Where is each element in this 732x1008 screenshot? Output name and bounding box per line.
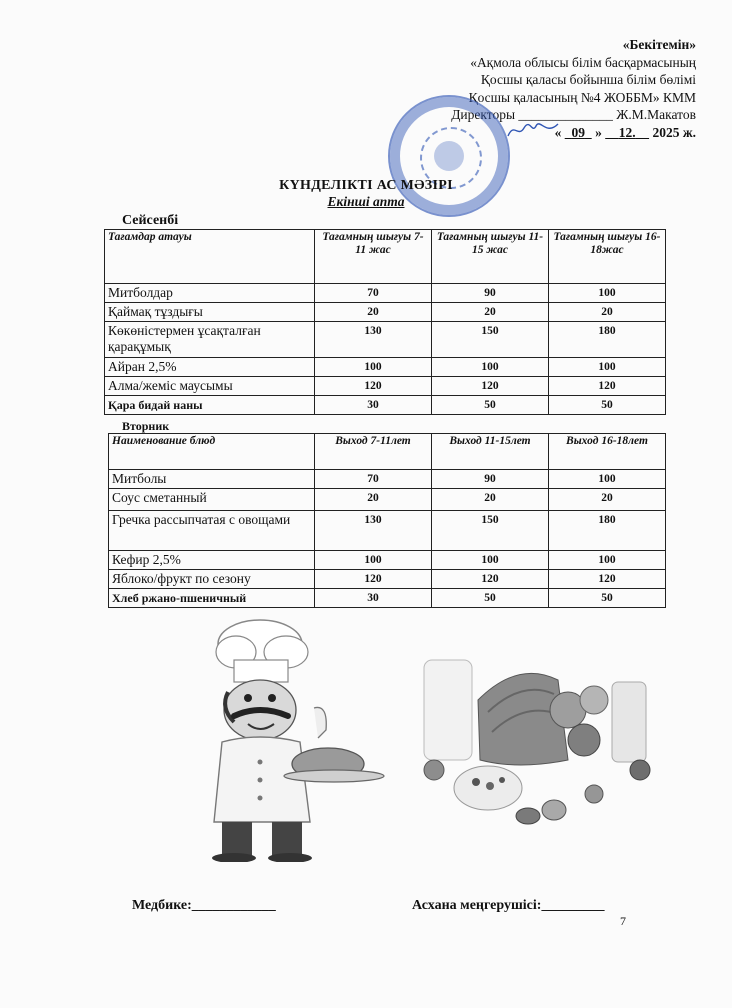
- yield-value: 90: [432, 470, 549, 489]
- table-row: [105, 284, 666, 303]
- table-row: [109, 470, 666, 489]
- yield-value: 90: [432, 284, 549, 303]
- date-day: 09: [571, 124, 585, 140]
- dish-name: Қара бидай наны: [105, 396, 315, 415]
- day-label-ru: Вторник: [122, 419, 170, 433]
- yield-value: 50: [432, 589, 549, 608]
- yield-value: 70: [315, 470, 432, 489]
- approval-org-line2: Қосшы қаласы бойынша білім бөлімі: [480, 72, 696, 87]
- yield-value: 20: [315, 303, 432, 322]
- yield-value: 130: [315, 322, 432, 358]
- table-header-row: [109, 434, 666, 470]
- table-row: [109, 589, 666, 608]
- yield-value: 20: [432, 489, 549, 511]
- table-row: [105, 303, 666, 322]
- yield-value: 100: [549, 551, 666, 570]
- dish-name: Көкөністермен ұсақталған қарақұмық: [105, 322, 315, 358]
- yield-value: 20: [549, 303, 666, 322]
- yield-value: 100: [549, 358, 666, 377]
- dish-name: Митболдар: [105, 284, 315, 303]
- table-row: [105, 377, 666, 396]
- dish-name: Қаймақ тұздығы: [105, 303, 315, 322]
- signature-space: ______________: [518, 107, 613, 122]
- yield-value: 120: [432, 570, 549, 589]
- date-close-quote: »: [595, 124, 602, 140]
- dish-name: Яблоко/фрукт по сезону: [109, 570, 315, 589]
- yield-value: 50: [549, 396, 666, 415]
- nurse-signature-field: Медбике:____________: [132, 898, 276, 913]
- table-row: [105, 322, 666, 358]
- approval-heading: «Бекітемін»: [622, 37, 696, 52]
- page-number: 7: [620, 914, 626, 928]
- yield-value: 150: [432, 511, 549, 551]
- yield-value: 20: [315, 489, 432, 511]
- menu-table-kz: [104, 229, 666, 415]
- seal-emblem: [434, 141, 464, 171]
- table-row: [109, 570, 666, 589]
- yield-value: 20: [432, 303, 549, 322]
- yield-value: 180: [549, 511, 666, 551]
- yield-value: 120: [315, 570, 432, 589]
- dish-name: Кефир 2,5%: [109, 551, 315, 570]
- yield-value: 120: [549, 377, 666, 396]
- header-yield-11-15: Тағамның шығуы 11-15 жас: [432, 230, 549, 284]
- approval-org-line1: «Ақмола облысы білім басқармасының: [470, 54, 696, 70]
- yield-value: 150: [432, 322, 549, 358]
- food-illustration: [418, 640, 672, 850]
- approval-org-line3: Қосшы қаласының №4 ЖОББМ» КММ: [468, 89, 696, 105]
- header-yield-16-18: Выход 16-18лет: [549, 434, 666, 470]
- yield-value: 120: [549, 570, 666, 589]
- yield-value: 50: [432, 396, 549, 415]
- yield-value: 100: [549, 284, 666, 303]
- header-dish-name: Тағамдар атауы: [105, 230, 315, 284]
- yield-value: 100: [315, 551, 432, 570]
- menu-title: КҮНДЕЛІКТІ АС МӘЗІРІ: [279, 178, 453, 193]
- day-label-kz: Сейсенбі: [122, 213, 179, 228]
- header-yield-16-18: Тағамның шығуы 16-18жас: [549, 230, 666, 284]
- yield-value: 100: [432, 551, 549, 570]
- yield-value: 130: [315, 511, 432, 551]
- yield-value: 50: [549, 589, 666, 608]
- menu-week-subtitle: Екінші апта: [327, 194, 405, 209]
- menu-table-ru: [108, 433, 666, 608]
- yield-value: 100: [549, 470, 666, 489]
- table-row: [109, 551, 666, 570]
- dish-name: Гречка рассыпчатая с овощами: [109, 511, 315, 551]
- date-open-quote: «: [554, 124, 562, 140]
- table-row: [109, 511, 666, 551]
- yield-value: 30: [315, 589, 432, 608]
- director-name: Ж.М.Макатов: [616, 107, 696, 122]
- dish-name: Митболы: [109, 470, 315, 489]
- yield-value: 100: [432, 358, 549, 377]
- header-yield-11-15: Выход 11-15лет: [432, 434, 549, 470]
- chef-illustration: [178, 612, 398, 862]
- date-year: 2025 ж.: [652, 124, 696, 140]
- yield-value: 30: [315, 396, 432, 415]
- yield-value: 120: [315, 377, 432, 396]
- dish-name: Хлеб ржано-пшеничный: [109, 589, 315, 608]
- table-row: [105, 396, 666, 415]
- director-label: Директоры: [451, 107, 516, 122]
- table-row: [105, 358, 666, 377]
- dish-name: Айран 2,5%: [105, 358, 315, 377]
- yield-value: 20: [549, 489, 666, 511]
- header-dish-name: Наименование блюд: [109, 434, 315, 470]
- dish-name: Соус сметанный: [109, 489, 315, 511]
- table-row: [109, 489, 666, 511]
- yield-value: 100: [315, 358, 432, 377]
- header-yield-7-11: Тағамның шығуы 7-11 жас: [315, 230, 432, 284]
- header-yield-7-11: Выход 7-11лет: [315, 434, 432, 470]
- dish-name: Алма/жеміс маусымы: [105, 377, 315, 396]
- kitchen-manager-signature-field: Асхана меңгерушісі:_________: [412, 898, 605, 913]
- director-signature: [506, 120, 560, 140]
- yield-value: 180: [549, 322, 666, 358]
- yield-value: 70: [315, 284, 432, 303]
- yield-value: 120: [432, 377, 549, 396]
- date-month: 12.: [618, 124, 636, 140]
- table-header-row: [105, 230, 666, 284]
